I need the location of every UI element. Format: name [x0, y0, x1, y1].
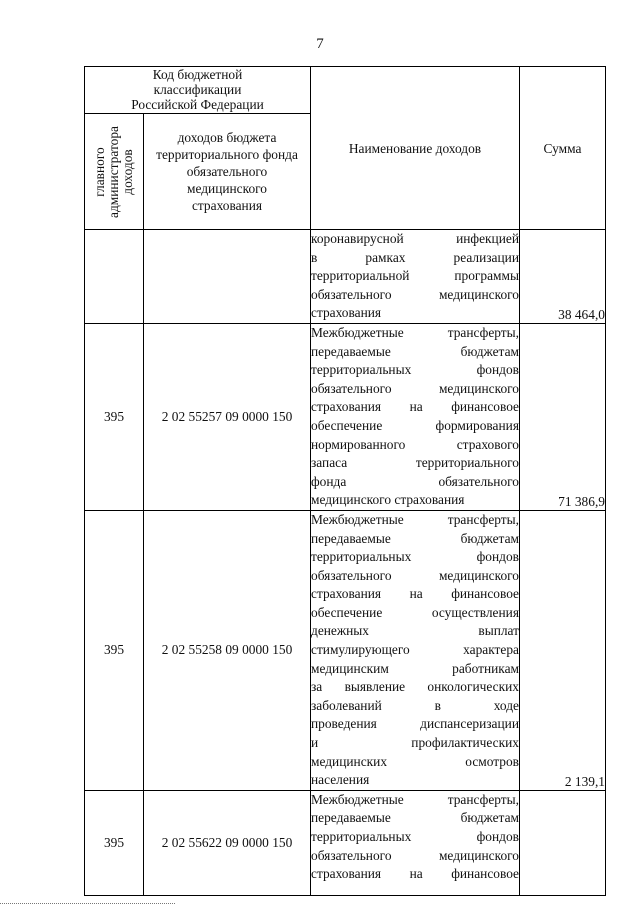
name-line: заболеваний в ходе	[311, 697, 519, 713]
page-number: 7	[316, 36, 324, 52]
name-line: фонда обязательного	[311, 473, 519, 489]
name-line: обязательного медицинского	[311, 380, 519, 396]
income-name-cell	[311, 230, 520, 324]
sum-cell: 71 386,9	[520, 323, 606, 510]
name-line: Межбюджетные трансферты,	[311, 791, 519, 807]
name-line: страхования	[311, 305, 382, 321]
table-row	[85, 510, 606, 790]
name-line: обеспечение формирования	[311, 417, 519, 433]
name-line: обязательного медицинского	[311, 567, 519, 583]
header-admin-line: администратора	[106, 125, 121, 218]
name-line: стимулирующего характера	[311, 642, 519, 658]
header-income-line: обязательного	[186, 164, 268, 179]
admin-code-cell: 395	[85, 790, 144, 895]
name-line: передаваемые бюджетам	[311, 530, 519, 546]
admin-code-cell: 395	[85, 510, 144, 790]
footnote-separator	[0, 903, 175, 904]
name-line: запаса территориального	[311, 455, 519, 471]
name-line: денежных выплат	[311, 623, 519, 639]
name-line: страхования на финансовое	[311, 866, 519, 882]
name-line: обязательного медицинского	[311, 286, 519, 302]
name-line: за выявление онкологических	[311, 679, 519, 695]
income-name-cell	[311, 790, 520, 895]
table-row	[85, 323, 606, 510]
name-line: коронавирусной инфекцией	[311, 231, 519, 246]
header-admin-line: главного	[92, 146, 107, 197]
name-line: территориальных фондов	[311, 362, 519, 378]
name-line: в рамках реализации	[311, 249, 519, 265]
name-line: проведения диспансеризации	[311, 716, 519, 732]
name-line: территориальных фондов	[311, 549, 519, 565]
name-line: обеспечение осуществления	[311, 604, 519, 620]
sum-cell: 38 464,0	[520, 230, 606, 324]
name-line: территориальных фондов	[311, 829, 519, 844]
name-line: передаваемые бюджетам	[311, 810, 519, 826]
header-sum: Сумма	[520, 67, 606, 230]
header-fund-income-code	[144, 114, 311, 230]
header-group-line: классификации	[153, 82, 242, 97]
income-name-cell	[311, 510, 520, 790]
name-line: и профилактических	[311, 735, 519, 751]
header-group-line: Код бюджетной	[152, 67, 243, 82]
header-main-administrator	[85, 114, 144, 230]
header-income-name: Наименование доходов	[311, 67, 520, 230]
table-row	[85, 230, 606, 324]
name-line: страхования на финансовое	[311, 586, 519, 602]
budget-income-table	[84, 66, 606, 896]
name-line: территориальной программы	[311, 268, 519, 284]
header-group-line: Российской Федерации	[131, 97, 264, 112]
income-code-cell: 2 02 55258 09 0000 150	[144, 510, 311, 790]
table-row	[85, 790, 606, 895]
income-code-cell: 2 02 55622 09 0000 150	[144, 790, 311, 895]
header-income-line: территориального фонда	[156, 147, 298, 162]
name-line: медицинского страхования	[311, 492, 465, 508]
header-admin-line: доходов	[120, 148, 135, 195]
name-line: страхования на финансовое	[311, 399, 519, 415]
admin-code-cell	[85, 230, 144, 324]
income-name-cell	[311, 323, 520, 510]
admin-code-cell: 395	[85, 323, 144, 510]
income-code-cell: 2 02 55257 09 0000 150	[144, 323, 311, 510]
name-line: нормированного страхового	[311, 436, 519, 452]
name-line: медицинских осмотров	[311, 753, 519, 769]
header-income-line: доходов бюджета	[177, 130, 277, 145]
name-line: Межбюджетные трансферты,	[311, 324, 519, 340]
sum-cell: 2 139,1	[520, 510, 606, 790]
name-line: Межбюджетные трансферты,	[311, 511, 519, 527]
name-line: обязательного медицинского	[311, 847, 519, 863]
income-code-cell	[144, 230, 311, 324]
name-line: передаваемые бюджетам	[311, 343, 519, 359]
header-income-line: медицинского	[186, 181, 268, 196]
name-line: медицинским работникам	[311, 660, 519, 676]
sum-cell	[520, 790, 606, 895]
header-budget-classification-code	[85, 67, 311, 114]
name-line: населения	[311, 772, 370, 788]
header-income-line: страхования	[191, 198, 263, 213]
